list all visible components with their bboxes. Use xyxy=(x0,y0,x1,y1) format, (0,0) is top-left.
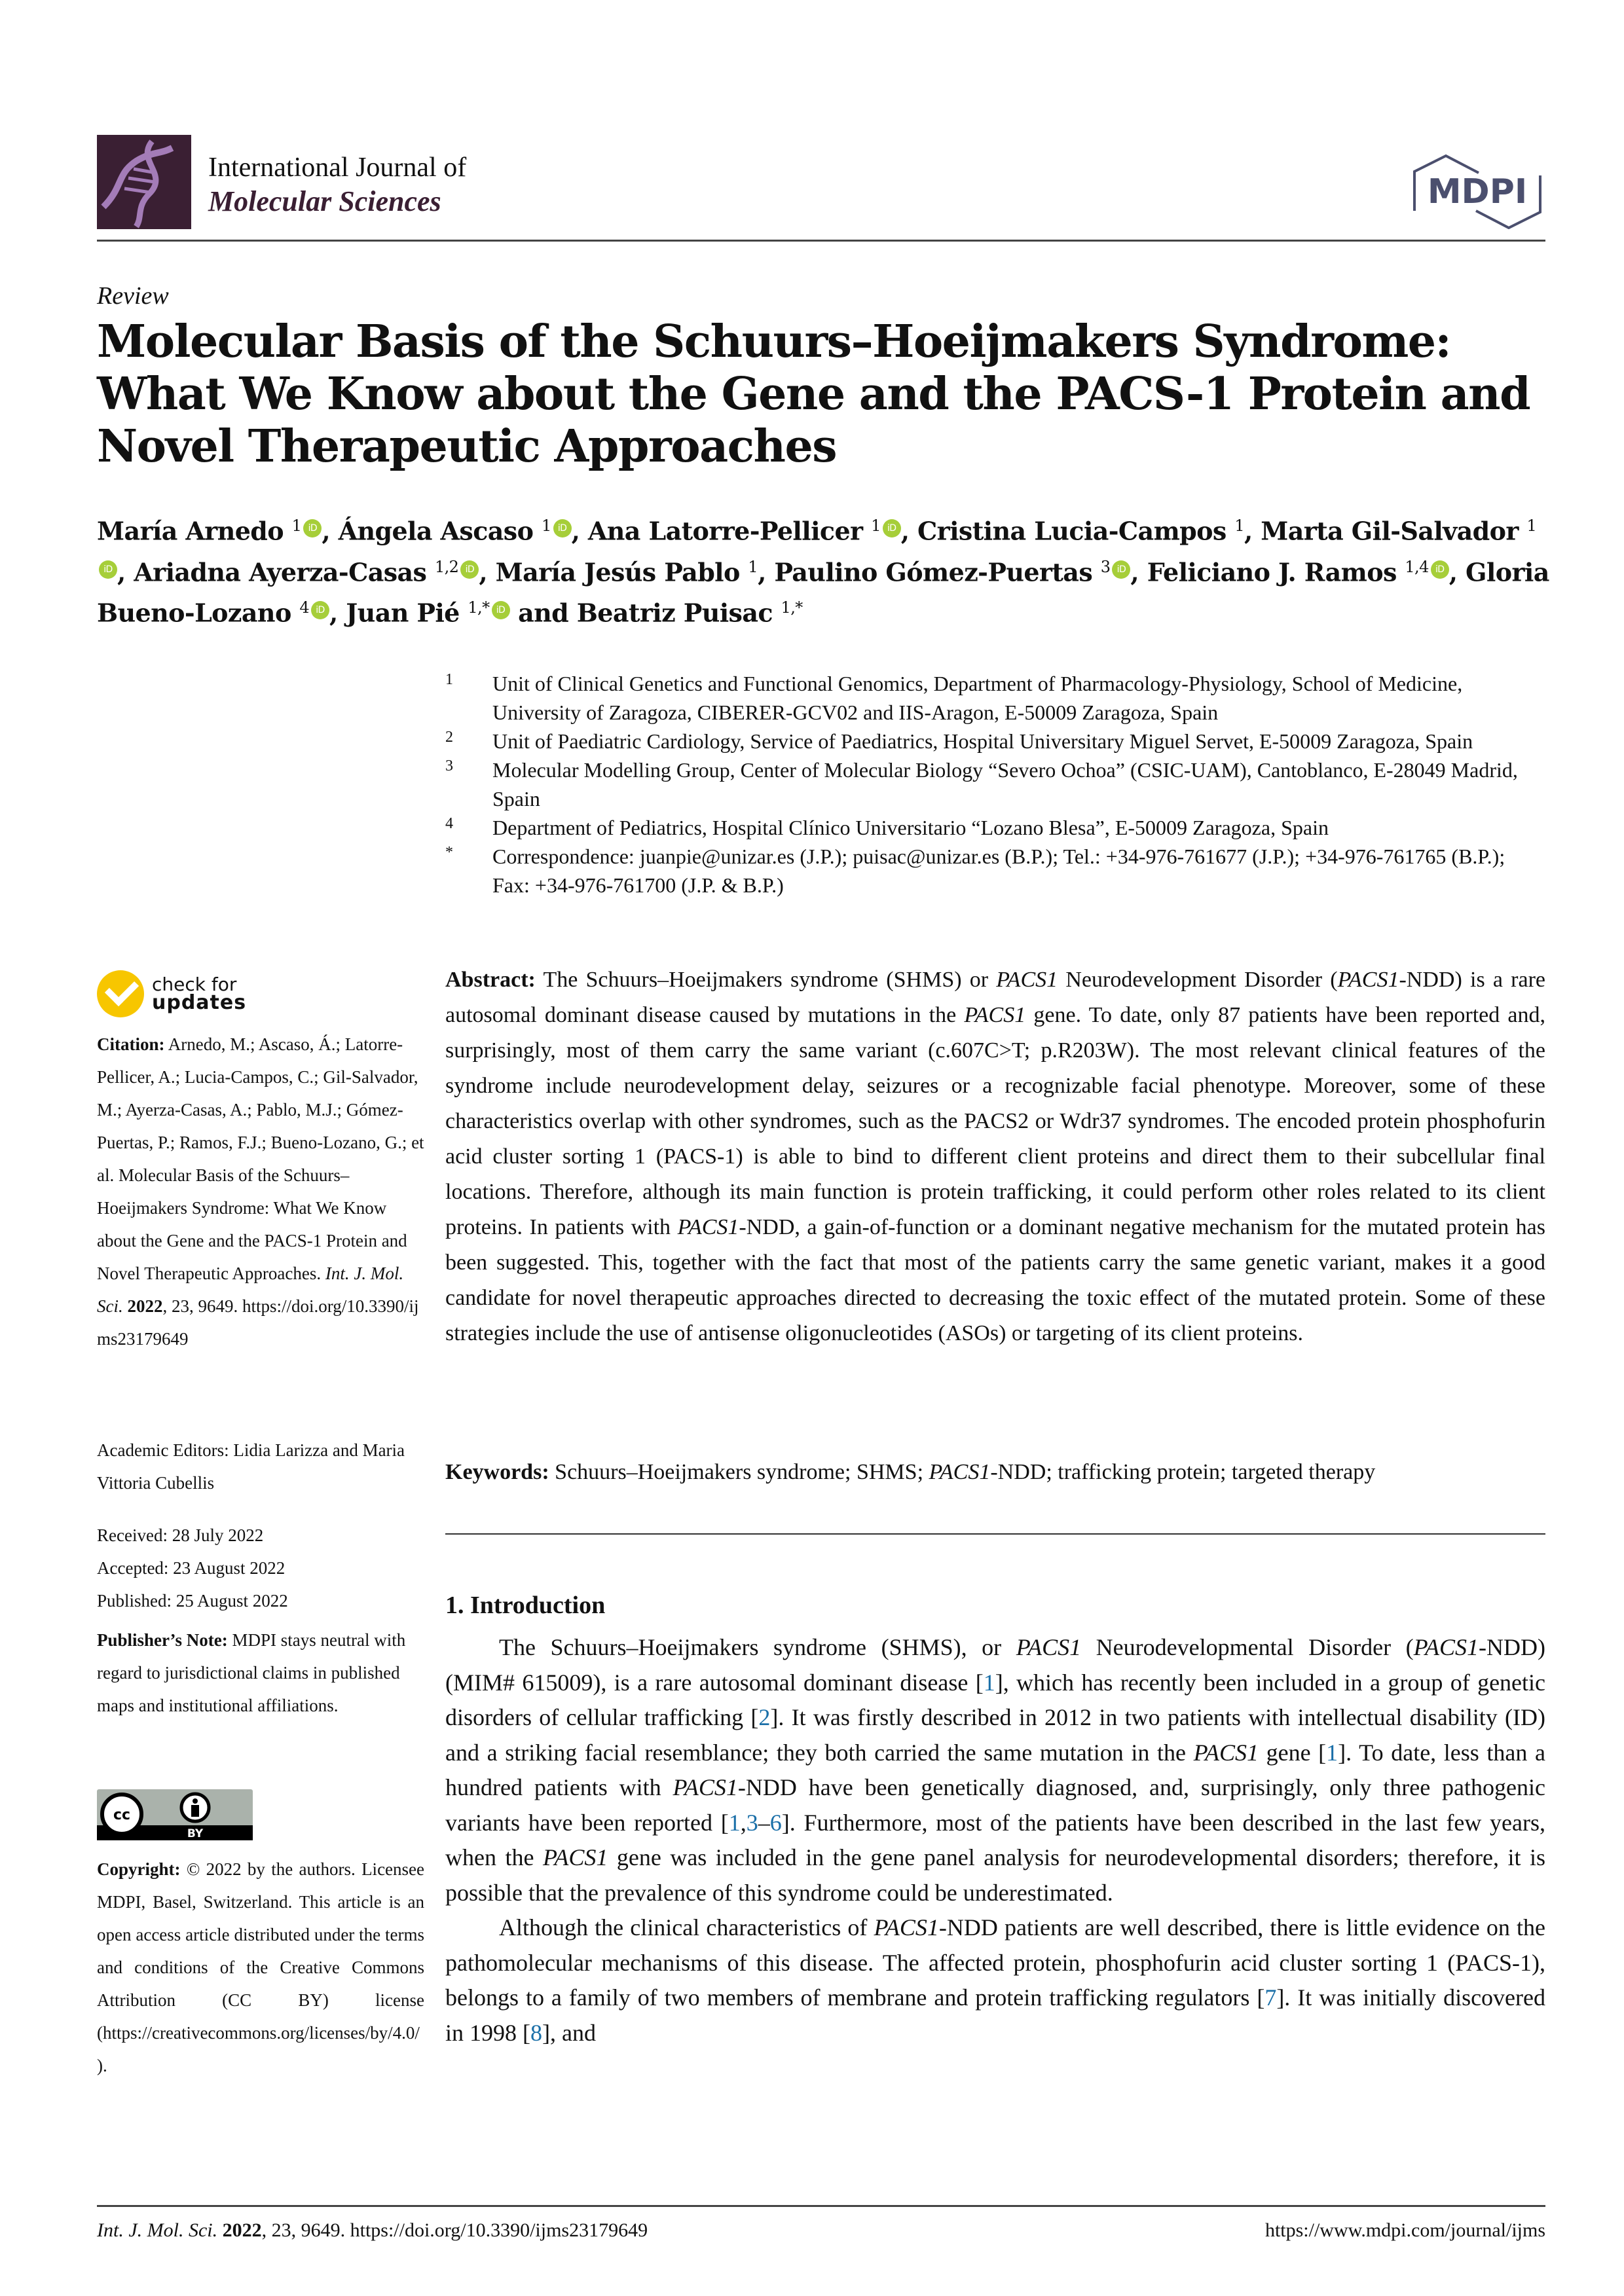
reference-link[interactable]: 3 xyxy=(746,1809,758,1836)
author-affiliation-marker: 4 xyxy=(299,598,310,617)
reference-link[interactable]: 2 xyxy=(758,1704,771,1730)
author-name[interactable]: Juan Pié xyxy=(346,598,468,628)
paragraph: Although the clinical characteristics of PACS1-NDD patients are well described, there is little evidence on the pathomolecular mechanisms of this disease. The affected protein, phosphofurin acid cluster sorting 1 (PACS-1), belongs to a family of two members of membrane and protein trafficking regulators [7]. It was initially discovered in 1998 [8], and xyxy=(445,1914,1546,2046)
orcid-icon[interactable]: iD xyxy=(303,519,322,538)
affiliation-number: 3 xyxy=(445,757,453,774)
citation-label: Citation: xyxy=(97,1034,165,1054)
mdpi-hexagon-icon xyxy=(1409,152,1547,229)
orcid-icon[interactable]: iD xyxy=(553,519,572,538)
journal-logo xyxy=(97,135,191,229)
affiliation-item xyxy=(445,842,1545,900)
journal-name-line2: Molecular Sciences xyxy=(208,185,441,217)
accepted-date: Accepted: 23 August 2022 xyxy=(97,1558,286,1578)
reference-link[interactable]: 1 xyxy=(1326,1739,1338,1766)
article-type: Review xyxy=(97,282,169,310)
author-name[interactable]: Paulino Gómez-Puertas xyxy=(774,557,1101,587)
checkmark-icon xyxy=(97,970,144,1017)
abstract-label: Abstract: xyxy=(445,968,536,992)
author-name[interactable]: Beatriz Puisac xyxy=(576,598,781,628)
orcid-icon[interactable]: iD xyxy=(460,560,479,579)
orcid-icon[interactable]: iD xyxy=(99,560,117,579)
orcid-icon[interactable]: iD xyxy=(1112,560,1130,579)
paragraph: The Schuurs–Hoeijmakers syndrome (SHMS), or PACS1 Neurodevelopmental Disorder (PACS1-NDD) (MIM# 615009), is a rare autosomal dominant disease [1], which has recently been included in a group of genetic disorders of cellular trafficking [2]. It was firstly described in 2012 in two patients with intellectual disability (ID) and a striking facial resemblance; they both carried the same mutation in the PACS1 gene [1]. To date, less than a hundred patients with PACS1-NDD have been genetically diagnosed, and, surprisingly, only three pathogenic variants have been reported [1,3–6]. Furthermore, most of the patients have been described in the last few years, when the PACS1 gene was included in the gene panel analysis for neurodevelopmental disorders; therefore, it is possible that the prevalence of this syndrome could be underestimated. xyxy=(445,1634,1546,1906)
author-affiliation-marker: 1 xyxy=(871,517,881,535)
cc-by-license-badge[interactable] xyxy=(97,1789,253,1840)
reference-link[interactable]: 1 xyxy=(728,1809,741,1836)
orcid-icon[interactable]: iD xyxy=(492,601,510,619)
gene-name: PACS1 xyxy=(542,1844,608,1870)
journal-name-line1: International Journal of xyxy=(208,153,467,183)
author-name[interactable]: María Arnedo xyxy=(97,516,292,546)
keywords-text: Schuurs–Hoeijmakers syndrome; SHMS; PACS1-NDD; trafficking protein; targeted therapy xyxy=(555,1460,1376,1484)
affiliation-text: Unit of Clinical Genetics and Functional Genomics, Department of Pharmacology-Physiology, School of Medicine, University of Zaragoza, CIBERER-GCV02 and IIS-Aragon, E-50009 Zaragoza, Spain xyxy=(492,672,1463,724)
gene-name: PACS1 xyxy=(996,968,1058,992)
author-affiliation-marker: 1,2 xyxy=(434,557,459,576)
orcid-icon[interactable]: iD xyxy=(311,601,329,619)
gene-name: PACS1 xyxy=(874,1914,939,1941)
check-updates-line2: updates xyxy=(152,991,247,1014)
article-title: Molecular Basis of the Schuurs–Hoeijmakers Syndrome: What We Know about the Gene and the PACS-1 Protein and Novel Therapeutic Approaches xyxy=(97,316,1530,473)
footer-year: 2022 xyxy=(222,2219,262,2241)
copyright-notice xyxy=(97,1853,424,2082)
footer-divider xyxy=(97,2205,1545,2207)
citation xyxy=(97,1028,424,1355)
article-dates xyxy=(97,1519,424,1617)
author-affiliation-marker: 1,* xyxy=(468,598,490,617)
publishers-note-label: Publisher’s Note: xyxy=(97,1630,228,1650)
footer-journal: Int. J. Mol. Sci. xyxy=(97,2219,218,2241)
author-affiliation-marker: 1 xyxy=(541,517,551,535)
affiliation-text: Unit of Paediatric Cardiology, Service of Paediatrics, Hospital Universitary Miguel Servet, E-50009 Zaragoza, Spain xyxy=(492,729,1473,753)
affiliation-item xyxy=(445,756,1545,813)
published-date: Published: 25 August 2022 xyxy=(97,1591,288,1611)
mdpi-logo xyxy=(1409,152,1547,229)
author-affiliation-marker: 1 xyxy=(1234,517,1244,535)
dna-helix-icon xyxy=(97,135,191,229)
author-name[interactable]: Ariadna Ayerza-Casas xyxy=(134,557,435,587)
author-name[interactable]: Ana Latorre-Pellicer xyxy=(587,516,872,546)
copyright-text: © 2022 by the authors. Licensee MDPI, Basel, Switzerland. This article is an open access article distributed under the terms and conditions of the Creative Commons Attribution (CC BY) license (https://creativecommons.org/licenses/by/4.0/). xyxy=(97,1859,425,2075)
gene-name: PACS1 xyxy=(1413,1634,1479,1660)
footer-doi-link[interactable]: , 23, 9649. https://doi.org/10.3390/ijms23179649 xyxy=(261,2219,648,2241)
author-affiliation-marker: 3 xyxy=(1100,557,1111,576)
author-affiliation-marker: 1,4 xyxy=(1405,557,1429,576)
reference-link[interactable]: 1 xyxy=(983,1669,995,1696)
gene-name: PACS1 xyxy=(673,1774,738,1800)
citation-volume: , 23, 9649. xyxy=(162,1296,238,1316)
footer-journal-url-link[interactable]: https://www.mdpi.com/journal/ijms xyxy=(1264,2219,1545,2241)
author-affiliation-marker: 1,* xyxy=(781,598,803,617)
svg-text:MDPI: MDPI xyxy=(1427,172,1528,211)
header-divider xyxy=(97,240,1545,242)
affiliation-text: Department of Pediatrics, Hospital Clínico Universitario “Lozano Blesa”, E-50009 Zaragoza, Spain xyxy=(492,816,1329,839)
section-divider xyxy=(445,1533,1545,1535)
affiliation-text: Molecular Modelling Group, Center of Molecular Biology “Severo Ochoa” (CSIC-UAM), Cantoblanco, E-28049 Madrid, Spain xyxy=(492,758,1518,811)
citation-doi-link[interactable]: https://doi.org/10.3390/ijms23179649 xyxy=(97,1296,419,1349)
received-date: Received: 28 July 2022 xyxy=(97,1525,264,1545)
gene-name: PACS1 xyxy=(1016,1634,1082,1660)
svg-text:cc: cc xyxy=(113,1807,131,1823)
check-for-updates-button[interactable] xyxy=(97,968,267,1020)
keywords xyxy=(445,1455,1545,1490)
affiliation-item xyxy=(445,727,1545,756)
reference-link[interactable]: 7 xyxy=(1264,1984,1277,2011)
gene-name: PACS1 xyxy=(964,1003,1026,1027)
keywords-label: Keywords: xyxy=(445,1460,549,1484)
reference-link[interactable]: 8 xyxy=(530,2019,542,2046)
check-updates-line1: check for xyxy=(152,974,237,995)
author-affiliation-marker: 1 xyxy=(291,517,302,535)
abstract-text: The Schuurs–Hoeijmakers syndrome (SHMS) or PACS1 Neurodevelopment Disorder (PACS1-NDD) is a rare autosomal dominant disease caused by mutations in the PACS1 gene. To date, only 87 patients have been reported and, surprisingly, most of them carry the same variant (c.607C>T; p.R203W). The most relevant clinical features of the syndrome include neurodevelopment delay, seizures or a recognizable facial phenotype. Moreover, some of these characteristics overlap with other syndromes, such as the PACS2 or Wdr37 syndromes. The encoded protein phosphofurin acid cluster sorting 1 (PACS-1) is able to bind to different client proteins and direct them to their subcellular final locations. Therefore, although its main function is protein trafficking, it could perform other roles related to its client proteins. In patients with PACS1-NDD, a gain-of-function or a dominant negative mechanism for the mutated protein has been suggested. This, together with the fact that most of the patients carry the same genetic variant, makes it a good candidate for novel therapeutic approaches directed to decreasing the toxic effect of the mutated protein. Some of these strategies include the use of antisense oligonucleotides (ASOs) or targeting of its client proteins. xyxy=(445,968,1546,1345)
reference-link[interactable]: 6 xyxy=(769,1809,782,1836)
author-list: María Arnedo $^1$ iD , Ángela Ascaso $^1$ iD , Ana Latorre-Pellicer $^1$ iD , Cristina Lucia-Campos $^1$, Marta Gil-Salvador $^1$iD , Ariadna Ayerza-Casas $^{1,2}$ iD , María Jesús Pablo $^1$, Paulino Gómez-Puertas $^3$ iD , Feliciano J. Ramos $^{1,4}$ iD , Gloria Bueno-Lozano $^4$ iD , Juan Pié $^{1,*}$ iD and Beatriz Puisac $^{1,*}$ xyxy=(97,516,1549,628)
gene-name: PACS1 xyxy=(1193,1739,1259,1766)
abstract xyxy=(445,962,1545,1351)
citation-text: Arnedo, M.; Ascaso, Á.; Latorre-Pellicer, A.; Lucia-Campos, C.; Gil-Salvador, M.; Ayerza-Casas, A.; Pablo, M.J.; Gómez-Puertas, P.; Ramos, F.J.; Bueno-Lozano, G.; et al. Molecular Basis of the Schuurs–Hoeijmakers Syndrome: What We Know about the Gene and the PACS-1 Protein and Novel Therapeutic Approaches. xyxy=(97,1034,424,1283)
affiliation-number: 1 xyxy=(445,671,453,688)
orcid-icon[interactable]: iD xyxy=(1431,560,1449,579)
author-name[interactable]: Feliciano J. Ramos xyxy=(1147,557,1405,587)
section-heading-introduction: 1. Introduction xyxy=(445,1592,606,1619)
publishers-note xyxy=(97,1624,424,1722)
affiliations xyxy=(445,669,1545,900)
affiliation-item xyxy=(445,669,1545,727)
introduction-body xyxy=(445,1630,1545,2050)
author-affiliation-marker: 1 xyxy=(748,557,758,576)
gene-name: PACS1 xyxy=(1337,968,1399,992)
footer-citation xyxy=(97,2219,648,2242)
gene-name: PACS1 xyxy=(677,1215,739,1239)
author-name[interactable]: Marta Gil-Salvador xyxy=(1261,516,1527,546)
citation-year: 2022 xyxy=(127,1296,163,1316)
svg-text:BY: BY xyxy=(187,1827,204,1840)
gene-name: PACS1 xyxy=(929,1460,991,1484)
academic-editors: Academic Editors: Lidia Larizza and Maria Vittoria Cubellis xyxy=(97,1440,405,1493)
affiliation-number: * xyxy=(445,844,453,861)
affiliation-number: 4 xyxy=(445,815,453,832)
author-name[interactable]: María Jesús Pablo xyxy=(495,557,748,587)
orcid-icon[interactable]: iD xyxy=(883,519,901,538)
affiliation-item xyxy=(445,813,1545,842)
author-name[interactable]: Ángela Ascaso xyxy=(338,516,542,546)
affiliation-text: Correspondence: juanpie@unizar.es (J.P.); puisac@unizar.es (B.P.); Tel.: +34-976-761677 (J.P.); +34-976-761765 (B.P.); Fax: +34-976-761700 (J.P. & B.P.) xyxy=(492,845,1505,897)
author-name[interactable]: Cristina Lucia-Campos xyxy=(917,516,1235,546)
author-affiliation-marker: 1 xyxy=(1526,517,1537,535)
copyright-label: Copyright: xyxy=(97,1859,181,1879)
publishers-note-text: MDPI stays neutral with regard to jurisdictional claims in published maps and institutional affiliations. xyxy=(97,1630,406,1715)
citation-journal: Int. J. Mol. Sci. xyxy=(97,1264,404,1316)
affiliation-number: 2 xyxy=(445,729,453,746)
author-name[interactable]: Gloria Bueno-Lozano xyxy=(97,557,1549,628)
